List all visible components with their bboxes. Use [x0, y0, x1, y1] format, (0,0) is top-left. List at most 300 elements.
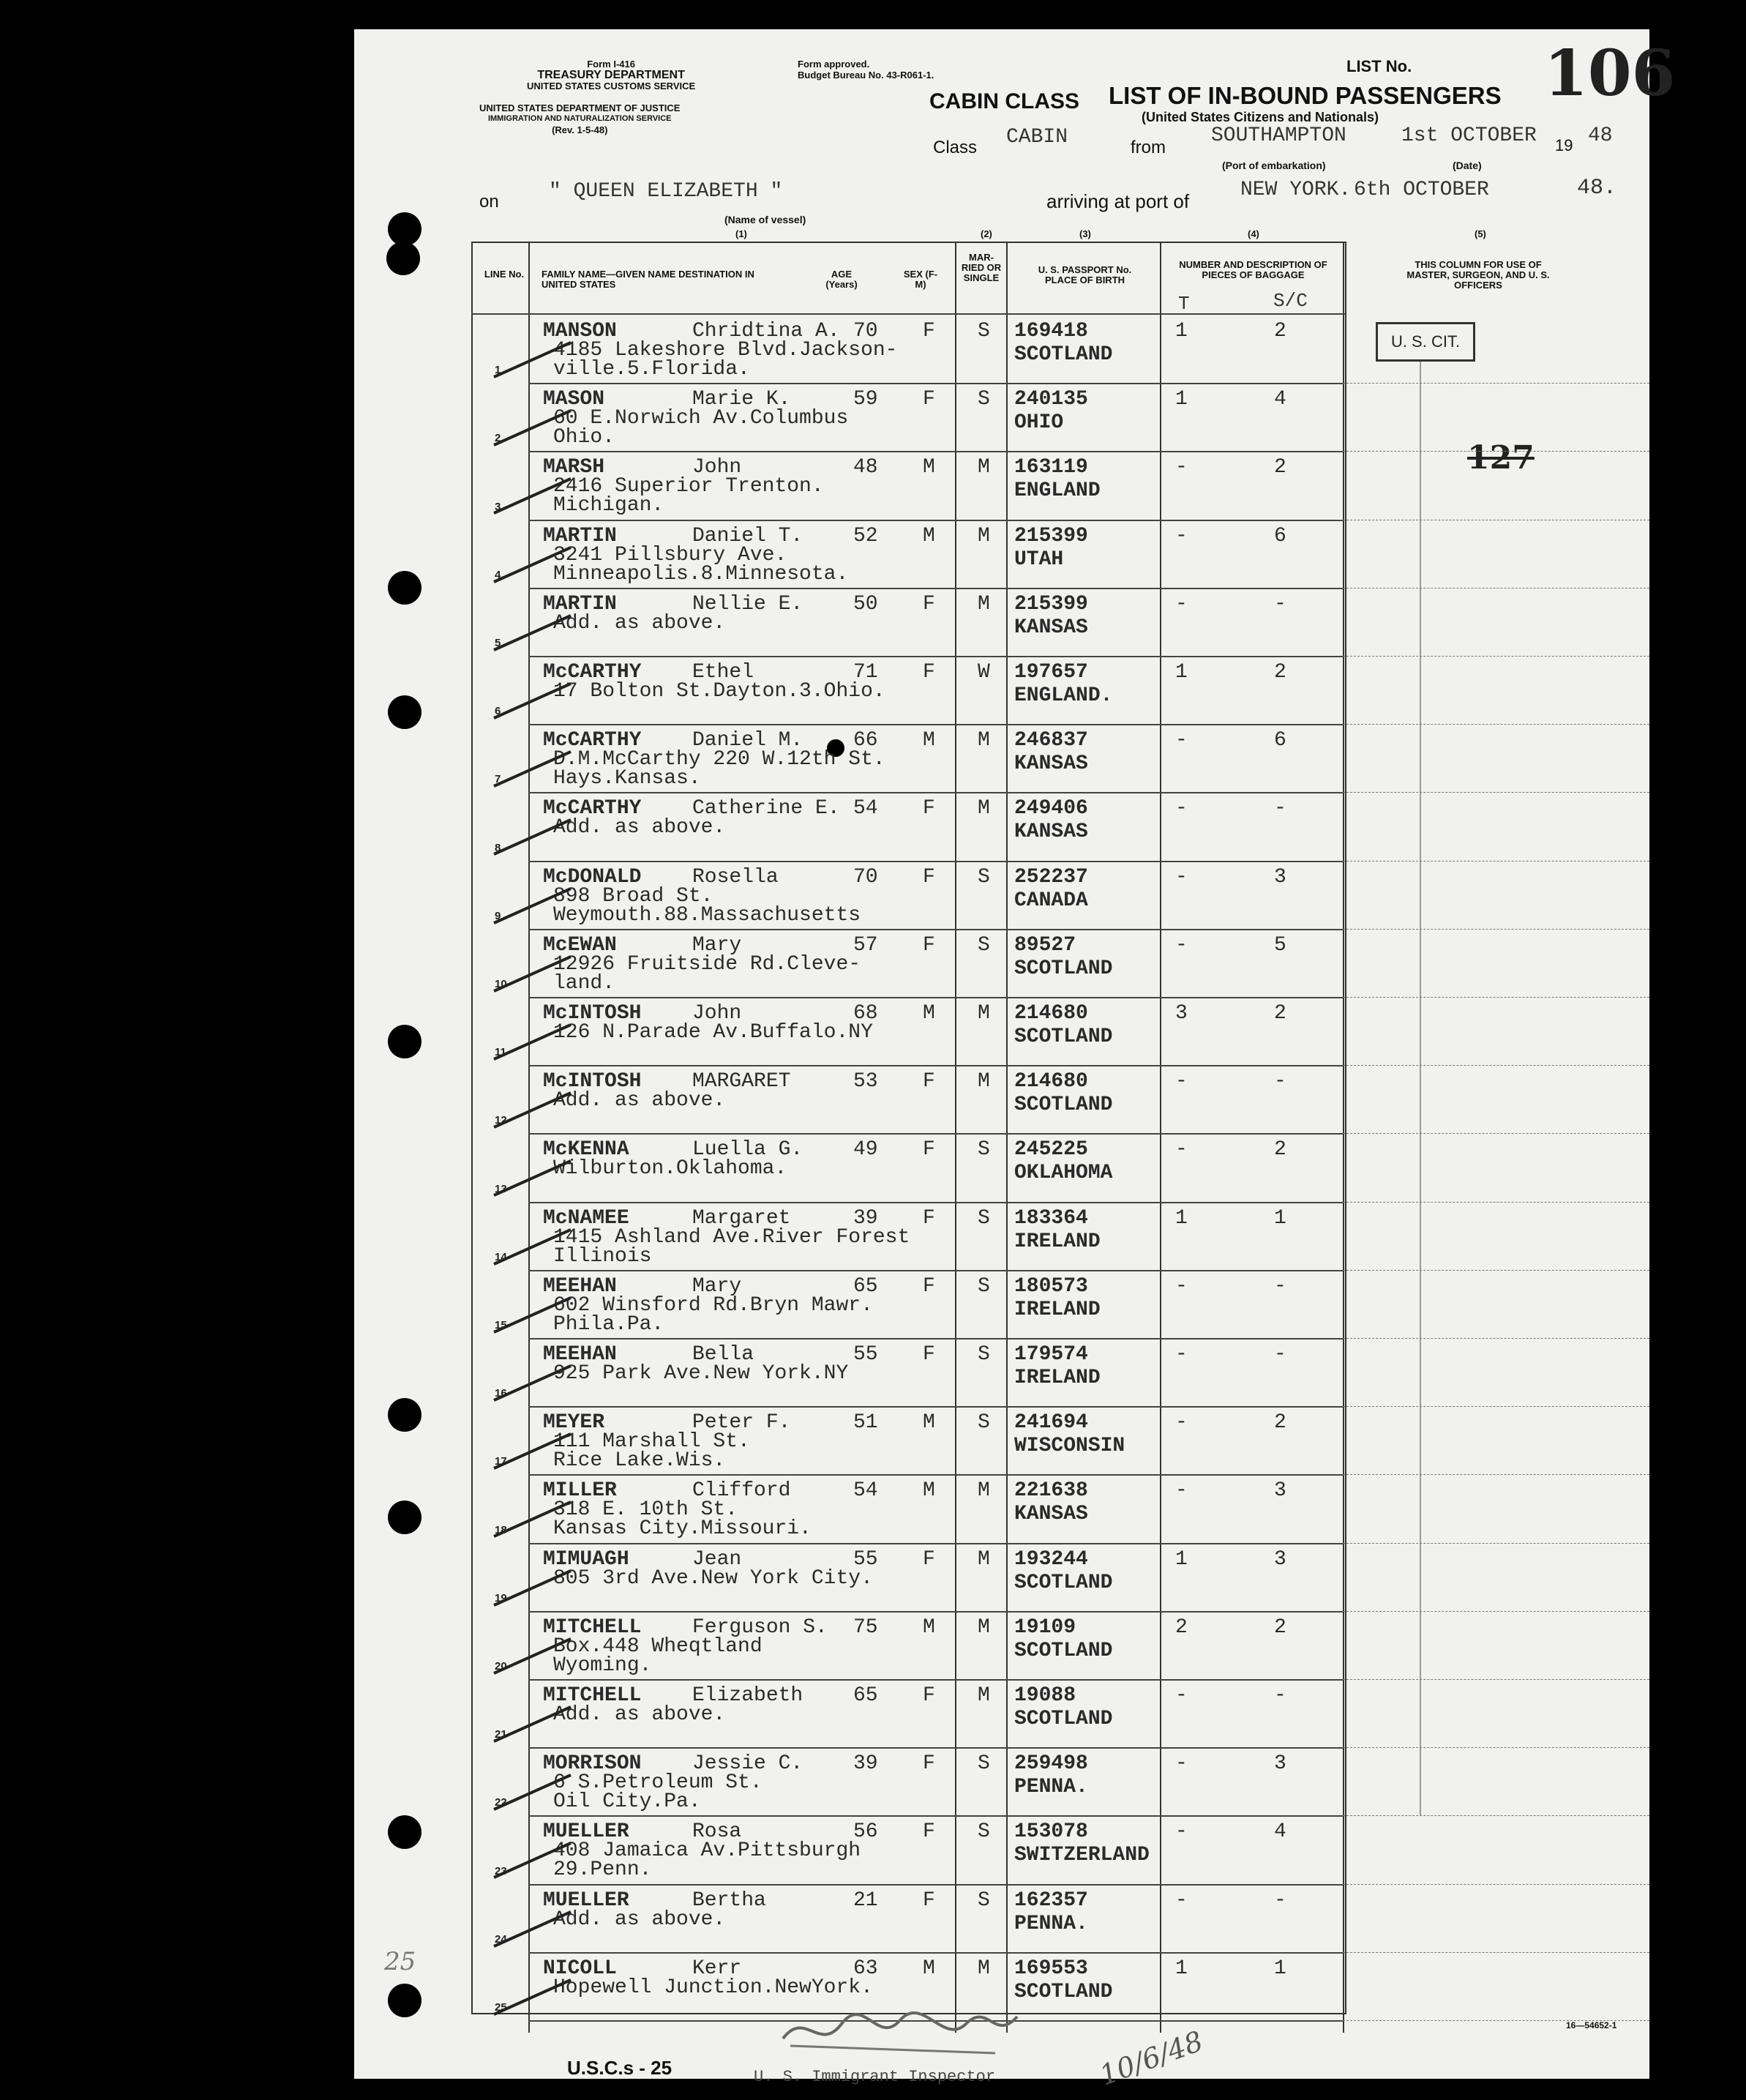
- baggage-suitcases: 2: [1274, 1138, 1286, 1162]
- table-row: [473, 520, 1336, 588]
- address-line-1: 318 E. 10th St.: [553, 1498, 738, 1522]
- check-stroke: [494, 889, 571, 923]
- age: 54: [853, 1479, 878, 1503]
- passport-number: 214680: [1014, 1002, 1088, 1025]
- table-row: [473, 383, 1336, 452]
- sex: F: [923, 1820, 935, 1844]
- check-mark: [490, 1906, 578, 1950]
- col-married: MAR-RIED OR SINGLE: [961, 252, 1002, 283]
- check-mark: [490, 746, 578, 790]
- marital-status: S: [978, 1274, 990, 1298]
- baggage-trunks: -: [1175, 456, 1188, 479]
- sex: M: [923, 524, 935, 548]
- given-name: Bertha: [692, 1888, 766, 1912]
- age: 39: [853, 1206, 878, 1230]
- age: 55: [853, 1343, 878, 1366]
- marital-status: M: [978, 729, 990, 752]
- address-line-1: Add. as above.: [553, 1703, 726, 1726]
- address-line-2: Rice Lake.Wis.: [553, 1449, 726, 1473]
- given-name: John: [692, 1002, 742, 1025]
- address-line-2: Illinois: [553, 1244, 652, 1268]
- baggage-trunks: -: [1175, 1070, 1188, 1094]
- baggage-suitcases: 2: [1274, 1002, 1286, 1025]
- family-name: MEEHAN: [543, 1274, 617, 1298]
- marital-status: M: [978, 456, 990, 479]
- family-name: MANSON: [543, 320, 617, 343]
- check-mark: [490, 473, 578, 517]
- col-passport: U. S. PASSPORT No. PLACE OF BIRTH: [1038, 264, 1132, 285]
- line-number: 20: [495, 1660, 507, 1673]
- address-line-1: 12926 Fruitside Rd.Cleve-: [553, 952, 861, 976]
- officer-row-divider: [1343, 861, 1649, 862]
- officer-row-divider: [1343, 1270, 1649, 1271]
- sex: F: [923, 1547, 935, 1571]
- birthplace: CANADA: [1014, 889, 1088, 912]
- address-line-2: ville.5.Florida.: [553, 358, 750, 381]
- check-stroke: [494, 1093, 571, 1127]
- officer-row-divider: [1343, 1202, 1649, 1203]
- line-number: 17: [495, 1455, 507, 1468]
- age: 53: [853, 1070, 878, 1094]
- marital-status: S: [978, 1411, 990, 1435]
- baggage-suitcases: 3: [1274, 865, 1286, 889]
- given-name: Catherine E.: [692, 797, 840, 821]
- birthplace: IRELAND: [1014, 1230, 1101, 1253]
- age: 52: [853, 524, 878, 548]
- check-stroke: [494, 1775, 571, 1809]
- date-note: 10/6/48: [1095, 2025, 1207, 2092]
- line-number: 8: [495, 841, 501, 854]
- address-line-1: 898 Broad St.: [553, 884, 713, 908]
- baggage-trunks: -: [1175, 1820, 1188, 1844]
- table-row: [473, 1202, 1336, 1271]
- baggage-suitcases: 1: [1274, 1957, 1286, 1980]
- baggage-suitcases: -: [1274, 1888, 1286, 1912]
- page-subtitle: (United States Citizens and Nationals): [1142, 110, 1379, 124]
- line-number: 13: [495, 1182, 507, 1195]
- address-line-1: Add. as above.: [553, 1089, 726, 1113]
- cabin-class-title: CABIN CLASS: [929, 89, 1080, 113]
- check-stroke: [494, 1230, 571, 1264]
- punch-hole: [388, 1398, 421, 1432]
- check-stroke: [494, 820, 571, 854]
- passport-number: 179574: [1014, 1343, 1088, 1366]
- check-mark: [490, 337, 578, 381]
- col-num-5: (5): [1475, 228, 1486, 239]
- vessel-name: " QUEEN ELIZABETH ": [549, 180, 783, 203]
- officer-row-divider: [1343, 1884, 1649, 1885]
- check-mark: [490, 1769, 578, 1813]
- given-name: Mary: [692, 933, 742, 957]
- line-number: 4: [495, 568, 501, 581]
- baggage-suitcases: 3: [1274, 1752, 1286, 1776]
- check-mark: [490, 1019, 578, 1063]
- address-line-1: D.M.McCarthy 220 W.12th St.: [553, 748, 885, 771]
- family-name: NICOLL: [543, 1957, 617, 1980]
- check-mark: [490, 814, 578, 858]
- sex: F: [923, 592, 935, 616]
- on-label: on: [479, 192, 499, 212]
- marital-status: M: [978, 797, 990, 821]
- passport-number: 163119: [1014, 456, 1088, 479]
- address-line-1: 6 S.Petroleum St.: [553, 1771, 763, 1795]
- birthplace: KANSAS: [1014, 821, 1088, 844]
- col-line-no: LINE No.: [484, 269, 525, 280]
- table-row: [473, 451, 1336, 520]
- baggage-trunks: -: [1175, 1411, 1188, 1435]
- check-stroke: [494, 1707, 571, 1741]
- marital-status: M: [978, 1479, 990, 1503]
- check-mark: [490, 1496, 578, 1540]
- baggage-trunks: 1: [1175, 661, 1188, 684]
- family-name: McEWAN: [543, 933, 617, 957]
- year-prefix: 19: [1555, 136, 1573, 154]
- given-name: Nellie E.: [692, 592, 803, 616]
- passport-number: 153078: [1014, 1820, 1088, 1844]
- given-name: John: [692, 456, 742, 479]
- marital-status: S: [978, 1888, 990, 1912]
- family-name: McINTOSH: [543, 1002, 642, 1025]
- officer-row-divider: [1343, 1952, 1649, 1953]
- birthplace: KANSAS: [1014, 752, 1088, 776]
- marital-status: S: [978, 1206, 990, 1230]
- sex: M: [923, 729, 935, 752]
- punch-hole: [388, 1025, 421, 1058]
- col-officers: THIS COLUMN FOR USE OF MASTER, SURGEON, AND U. S. OFFICERS: [1406, 259, 1550, 291]
- sex: F: [923, 320, 935, 343]
- age: 49: [853, 1138, 878, 1162]
- baggage-suitcases: -: [1274, 1274, 1286, 1298]
- given-name: Jessie C.: [692, 1752, 803, 1776]
- officer-row-divider: [1343, 451, 1649, 452]
- arrival-port: NEW YORK.: [1240, 179, 1352, 201]
- birthplace: SCOTLAND: [1014, 1025, 1113, 1048]
- officer-row-divider: [1343, 1611, 1649, 1612]
- marital-status: S: [978, 933, 990, 957]
- from-label: from: [1131, 138, 1166, 157]
- family-name: MUELLER: [543, 1888, 629, 1912]
- baggage-suitcases: -: [1274, 797, 1286, 821]
- check-stroke: [494, 479, 571, 513]
- given-name: Ferguson S.: [692, 1615, 828, 1639]
- col-name: FAMILY NAME—GIVEN NAME DESTINATION IN UNITED STATES: [542, 269, 754, 290]
- family-name: McCARTHY: [543, 729, 642, 752]
- age: 70: [853, 320, 878, 343]
- birthplace: SCOTLAND: [1014, 1639, 1113, 1662]
- col-baggage-sc: S/C: [1273, 290, 1308, 312]
- given-name: Marie K.: [692, 388, 791, 411]
- check-mark: [490, 610, 578, 654]
- punch-hole: [386, 242, 420, 275]
- sex: M: [923, 1002, 935, 1025]
- marital-status: M: [978, 1547, 990, 1571]
- address-line-1: 805 3rd Ave.New York City.: [553, 1566, 873, 1590]
- check-mark: [490, 1360, 578, 1404]
- baggage-suitcases: -: [1274, 592, 1286, 616]
- marital-status: S: [978, 1343, 990, 1366]
- marital-status: M: [978, 1002, 990, 1025]
- baggage-trunks: 2: [1175, 1615, 1188, 1639]
- baggage-trunks: 3: [1175, 1002, 1188, 1025]
- address-line-1: 1415 Ashland Ave.River Forest: [553, 1225, 910, 1249]
- table-row: [473, 1543, 1336, 1612]
- birthplace: KANSAS: [1014, 616, 1088, 639]
- family-name: MORRISON: [543, 1752, 642, 1776]
- given-name: Jean: [692, 1547, 742, 1571]
- line-number: 21: [495, 1728, 507, 1741]
- passport-number: 241694: [1014, 1411, 1088, 1435]
- birthplace: SCOTLAND: [1014, 1980, 1113, 2003]
- line-number: 24: [495, 1932, 507, 1946]
- baggage-trunks: 1: [1175, 1206, 1188, 1230]
- officer-row-divider: [1343, 997, 1649, 998]
- line-number: 16: [495, 1387, 507, 1400]
- age: 63: [853, 1957, 878, 1980]
- line-number: 6: [495, 705, 501, 718]
- table-row: [473, 1270, 1336, 1339]
- passport-number: 180573: [1014, 1274, 1088, 1298]
- baggage-trunks: 1: [1175, 1547, 1188, 1571]
- family-name: McCARTHY: [543, 797, 642, 821]
- sex: M: [923, 456, 935, 479]
- line-number: 18: [495, 1523, 507, 1536]
- check-mark: [490, 1633, 578, 1677]
- family-name: MIMUAGH: [543, 1547, 629, 1571]
- check-stroke: [494, 343, 571, 377]
- given-name: Rosella: [692, 865, 779, 889]
- punch-hole: [388, 1501, 421, 1534]
- marital-status: M: [978, 1615, 990, 1639]
- class-value: CABIN: [1006, 126, 1068, 149]
- baggage-trunks: -: [1175, 865, 1188, 889]
- baggage-suitcases: 1: [1274, 1206, 1286, 1230]
- address-line-1: Hopewell Junction.NewYork.: [553, 1976, 873, 1999]
- officer-row-divider: [1343, 656, 1649, 657]
- marital-status: W: [978, 661, 990, 684]
- baggage-trunks: -: [1175, 1479, 1188, 1503]
- check-mark: [490, 1292, 578, 1336]
- line-number: 1: [495, 364, 501, 377]
- family-name: MASON: [543, 388, 605, 411]
- baggage-trunks: 1: [1175, 388, 1188, 411]
- officer-row-divider: [1343, 1065, 1649, 1066]
- passport-number: 169418: [1014, 320, 1088, 343]
- table-row: [473, 861, 1336, 930]
- given-name: Margaret: [692, 1206, 791, 1230]
- baggage-trunks: -: [1175, 1138, 1188, 1162]
- check-stroke: [494, 616, 571, 650]
- baggage-suitcases: 3: [1274, 1479, 1286, 1503]
- arrival-year: 48.: [1577, 176, 1617, 201]
- officer-row-divider: [1343, 792, 1649, 793]
- check-mark: [490, 405, 578, 449]
- family-name: MARTIN: [543, 524, 617, 548]
- uscs-count: U.S.C.s - 25: [567, 2057, 672, 2079]
- age: 71: [853, 661, 878, 684]
- check-stroke: [494, 684, 571, 718]
- given-name: Rosa: [692, 1820, 742, 1844]
- marital-status: M: [978, 1684, 990, 1707]
- sex: F: [923, 797, 935, 821]
- inspector-signature: [776, 2002, 1024, 2060]
- baggage-trunks: -: [1175, 797, 1188, 821]
- line-number: 2: [495, 432, 501, 445]
- check-mark: [490, 951, 578, 995]
- line-number: 12: [495, 1114, 507, 1127]
- officer-row-divider: [1343, 1679, 1649, 1680]
- baggage-trunks: -: [1175, 1752, 1188, 1776]
- sex: F: [923, 1684, 935, 1707]
- marital-status: S: [978, 1752, 990, 1776]
- arrival-date: 6th OCTOBER: [1354, 179, 1489, 201]
- baggage-suitcases: 2: [1274, 1411, 1286, 1435]
- family-name: MEYER: [543, 1411, 605, 1435]
- officer-row-divider: [1343, 724, 1649, 725]
- officer-row-divider: [1343, 1815, 1649, 1816]
- address-line-1: 925 Park Ave.New York.NY: [553, 1362, 849, 1385]
- line-number: 11: [495, 1046, 506, 1059]
- punch-hole: [388, 571, 421, 605]
- address-line-2: Hays.Kansas.: [553, 767, 701, 791]
- officer-row-divider: [1343, 1338, 1649, 1339]
- passport-number: 221638: [1014, 1479, 1088, 1503]
- table-row: [473, 1406, 1336, 1475]
- address-line-1: Add. as above.: [553, 611, 726, 635]
- baggage-suitcases: -: [1274, 1343, 1286, 1366]
- officer-row-divider: [1343, 1543, 1649, 1544]
- inspector-caption: U. S. Immigrant Inspector: [754, 2068, 996, 2086]
- arriving-label: arriving at port of: [1046, 190, 1190, 212]
- age: 68: [853, 1002, 878, 1025]
- list-no-label: LIST No.: [1346, 57, 1412, 75]
- passport-number: 215399: [1014, 524, 1088, 548]
- officer-row-divider: [1343, 1406, 1649, 1407]
- baggage-suitcases: 4: [1274, 388, 1286, 411]
- birthplace: IRELAND: [1014, 1367, 1101, 1389]
- family-name: McINTOSH: [543, 1070, 642, 1094]
- address-line-1: 4185 Lakeshore Blvd.Jackson-: [553, 339, 898, 362]
- family-name: McNAMEE: [543, 1206, 629, 1230]
- punch-hole: [388, 1984, 421, 2017]
- sex: F: [923, 1343, 935, 1366]
- age: 65: [853, 1274, 878, 1298]
- family-name: MARSH: [543, 456, 605, 479]
- us-citizen-stamp: U. S. CIT.: [1376, 322, 1475, 362]
- address-line-1: 3241 Pillsbury Ave.: [553, 543, 787, 567]
- sex: F: [923, 1206, 935, 1230]
- passport-number: 197657: [1014, 661, 1088, 684]
- check-stroke: [494, 1161, 571, 1195]
- marital-status: M: [978, 1070, 990, 1094]
- line-number: 10: [495, 978, 507, 990]
- address-line-1: 408 Jamaica Av.Pittsburgh: [553, 1839, 861, 1863]
- marital-status: S: [978, 1820, 990, 1844]
- address-line-2: Kansas City.Missouri.: [553, 1517, 812, 1541]
- address-line-1: Add. as above.: [553, 1907, 726, 1931]
- vessel-caption: (Name of vessel): [724, 214, 806, 225]
- punch-hole: [388, 1815, 421, 1849]
- line-number: 7: [495, 773, 501, 786]
- baggage-trunks: -: [1175, 592, 1188, 616]
- table-row: [473, 1679, 1336, 1748]
- marital-status: S: [978, 1138, 990, 1162]
- col-baggage: NUMBER AND DESCRIPTION OF PIECES OF BAGGAGE: [1179, 259, 1327, 280]
- line-number: 9: [495, 909, 501, 922]
- age: 48: [853, 456, 878, 479]
- sex: F: [923, 865, 935, 889]
- age: 55: [853, 1547, 878, 1571]
- marital-status: M: [978, 1957, 990, 1980]
- departure-year: 48: [1588, 124, 1613, 147]
- address-line-2: Wyoming.: [553, 1654, 652, 1677]
- age: 56: [853, 1820, 878, 1844]
- margin-note: 25: [384, 1947, 416, 1976]
- address-line-2: Oil City.Pa.: [553, 1790, 701, 1814]
- table-row: [473, 1747, 1336, 1816]
- birthplace: SCOTLAND: [1014, 1708, 1113, 1730]
- age: 51: [853, 1411, 878, 1435]
- check-stroke: [494, 957, 571, 991]
- check-stroke: [494, 752, 571, 786]
- baggage-suitcases: 2: [1274, 456, 1286, 479]
- address-line-2: Weymouth.88.Massachusetts: [553, 903, 861, 927]
- check-mark: [490, 678, 578, 722]
- passport-number: 259498: [1014, 1752, 1088, 1776]
- baggage-suitcases: -: [1274, 1684, 1286, 1707]
- address-line-1: 60 E.Norwich Av.Columbus: [553, 407, 849, 430]
- col-num-4: (4): [1248, 228, 1259, 239]
- given-name: Luella G.: [692, 1138, 803, 1162]
- birthplace: ENGLAND: [1014, 479, 1101, 503]
- passport-number: 19109: [1014, 1615, 1076, 1639]
- check-mark: [490, 542, 578, 586]
- marital-status: M: [978, 592, 990, 616]
- sex: F: [923, 1070, 935, 1094]
- birthplace: PENNA.: [1014, 1912, 1088, 1935]
- address-line-1: 17 Bolton St.Dayton.3.Ohio.: [553, 680, 885, 703]
- age: 75: [853, 1615, 878, 1639]
- table-row: [473, 929, 1336, 998]
- birthplace: SCOTLAND: [1014, 343, 1113, 366]
- baggage-suitcases: 6: [1274, 524, 1286, 548]
- passport-number: 19088: [1014, 1684, 1076, 1707]
- sex: F: [923, 933, 935, 957]
- birthplace: WISCONSIN: [1014, 1435, 1125, 1458]
- table-row: [473, 315, 1336, 384]
- family-name: MARTIN: [543, 592, 617, 616]
- page-title: LIST OF IN-BOUND PASSENGERS: [1109, 82, 1502, 109]
- sex: M: [923, 1957, 935, 1980]
- sex: F: [923, 1888, 935, 1912]
- date-caption: (Date): [1453, 160, 1482, 171]
- baggage-trunks: 1: [1175, 1957, 1188, 1980]
- baggage-trunks: -: [1175, 1684, 1188, 1707]
- given-name: MARGARET: [692, 1070, 791, 1094]
- check-stroke: [494, 1843, 571, 1877]
- passport-number: 214680: [1014, 1070, 1088, 1094]
- birthplace: PENNA.: [1014, 1776, 1088, 1799]
- address-line-2: Minneapolis.8.Minnesota.: [553, 562, 849, 586]
- check-mark: [490, 1224, 578, 1268]
- class-label: Class: [933, 138, 978, 157]
- line-number: 3: [495, 500, 501, 513]
- passport-number: 183364: [1014, 1206, 1088, 1230]
- port-of-embarkation: SOUTHAMPTON: [1211, 124, 1346, 147]
- check-stroke: [494, 411, 571, 445]
- family-name: MILLER: [543, 1479, 617, 1503]
- col-num-2: (2): [981, 228, 992, 239]
- address-line-1: Add. as above.: [553, 816, 726, 840]
